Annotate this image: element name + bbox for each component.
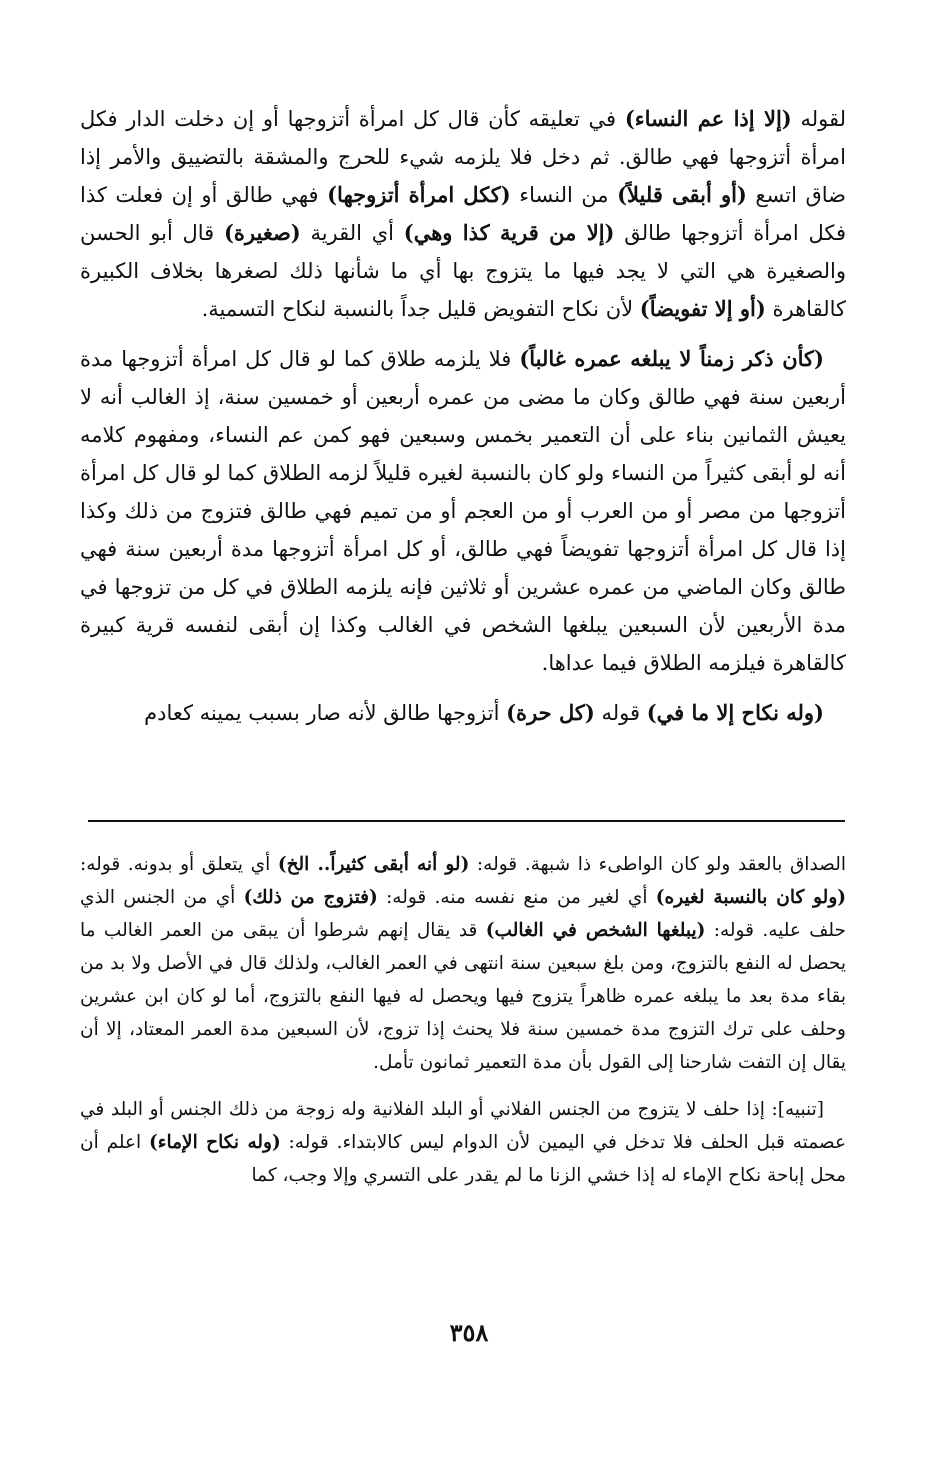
main-p3-span: أتزوجها طالق لأنه صار بسبب يمينه كعادم	[144, 701, 507, 725]
main-paragraph-1	[80, 100, 846, 328]
main-p1-bold: (صغيرة)	[223, 220, 301, 245]
main-p3-span: قوله	[594, 701, 647, 725]
main-p1-span: أي القرية	[300, 221, 404, 245]
note-n1-bold: (ولو كان بالنسبة لغيره)	[655, 887, 847, 908]
main-p1-bold: (ككل امرأة أتزوجها)	[327, 182, 511, 207]
footnotes	[80, 848, 846, 1206]
main-p2-span: فلا يلزمه طلاق كما لو قال كل امرأة أتزوجها مدة أربعين سنة فهي طالق وكان ما مضى من عمره أربعين أو خمسين سنة، إذ الغالب أنه لا يعيش الثمانين بناء على أن التعمير بخمس وسبعين فهو كمن عم النساء، ومفهوم كلامه أنه لو أبقى كثيراً من النساء ولو كان بالنسبة لغيره قليلاً لزمه الطلاق كما لو قال كل امرأة أتزوجها من مصر أو من العرب أو من العجم أو من تميم فهي طالق فتزوج من ذلك وكذا إذا قال كل امرأة أتزوجها تفويضاً فهي طالق، أو كل امرأة أتزوجها مدة أربعين سنة فهي طالق وكان الماضي من عمره عشرين أو ثلاثين فإنه يلزمه الطلاق في كل من تزوجها في مدة الأربعين لأن السبعين يبلغها الشخص في الغالب وكذا إن أبقى لنفسه قرية كبيرة كالقاهرة فيلزمه الطلاق فيما عداها.	[80, 347, 846, 675]
main-p1-span: فهي طالق أو إن فعلت كذا فكل امرأة أتزوجها طالق	[80, 183, 846, 245]
main-p3-bold: (وله نكاح إلا ما في)	[646, 700, 824, 725]
main-paragraph-2	[80, 340, 846, 682]
note-n1-bold: (فتزوج من ذلك)	[243, 887, 378, 908]
main-paragraph-3	[80, 694, 846, 732]
note-n2-bold: (وله نكاح الإماء)	[149, 1132, 281, 1153]
main-p1-span: لأن نكاح التفويض قليل جداً بالنسبة لنكاح التسمية.	[201, 297, 640, 321]
note-n1-span: قد يقال إنهم شرطوا أن يبقى من العمر الغالب ما يحصل له النفع بالتزوج، ومن بلغ سبعين سنة انتهى في العمر الغالب، ولذلك قال في الأصل ولا بد من بقاء مدة بعد ما يبلغه عمره ظاهراً يتزوج فيها ويحصل له فيها النفع بالتزوج، أما لو كان ابن عشرين وحلف على ترك التزوج مدة خمسين سنة فلا يحنث إذا تزوج، لأن السبعين مدة العمر المعتاد، إلا أن يقال إن التفت شارحنا إلى القول بأن مدة التعمير ثمانون تأمل.	[80, 920, 846, 1073]
note-n1-span: الصداق بالعقد ولو كان الواطىء ذا شبهة. قوله:	[469, 854, 846, 875]
note-n2-span: [تنبيه]: إذا حلف لا يتزوج من الجنس الفلاني أو البلد الفلانية وله زوجة من ذلك الجنس أو البلد في عصمته قبل الحلف فلا تدخل في اليمين لأن الدوام ليس كالابتداء. قوله:	[80, 1099, 846, 1153]
main-text	[80, 100, 846, 744]
note-n1-bold: (يبلغها الشخص في الغالب)	[485, 920, 706, 941]
page-number: ٣٥٨	[449, 1318, 489, 1347]
note-n1-span: أي من الجنس الذي حلف عليه. قوله:	[80, 887, 846, 941]
main-p1-span: قال أبو الحسن والصغيرة هي التي لا يجد فيها ما يتزوج بها أي ما شأنها ذلك لصغرها بخلاف الكبيرة كالقاهرة	[80, 221, 846, 321]
main-p1-bold: (إلا من قرية كذا وهي)	[403, 220, 615, 245]
main-p3-bold: (كل حرة)	[506, 700, 595, 725]
footnote-divider	[88, 820, 845, 822]
footnote-paragraph-1	[80, 848, 846, 1079]
note-n1-span: أي لغير من منع نفسه منه. قوله:	[377, 887, 656, 908]
note-n1-span: أي يتعلق أو بدونه. قوله:	[80, 854, 278, 875]
footnote-paragraph-2	[80, 1093, 846, 1192]
main-p2-bold: (كأن ذكر زمناً لا يبلغه عمره غالباً)	[519, 346, 824, 371]
main-p1-bold: (أو أبقى قليلاً)	[617, 182, 747, 207]
main-p1-bold: (أو إلا تفويضاً)	[639, 296, 766, 321]
main-p1-span: في تعليقه كأن قال كل امرأة أتزوجها أو إن دخلت الدار فكل امرأة أتزوجها فهي طالق. ثم دخل فلا يلزمه شيء للحرج والمشقة بالتضييق والأمر إذا ضاق اتسع	[80, 107, 846, 207]
note-n1-bold: (لو أنه أبقى كثيراً.. الخ)	[277, 854, 470, 875]
note-n2-span: اعلم أن محل إباحة نكاح الإماء له إذا خشي الزنا ما لم يقدر على التسري وإلا وجب، كما	[80, 1132, 846, 1186]
main-p1-span: لقوله	[791, 107, 846, 131]
main-p1-bold: (إلا إذا عم النساء)	[624, 106, 792, 131]
main-p1-span: من النساء	[510, 183, 618, 207]
